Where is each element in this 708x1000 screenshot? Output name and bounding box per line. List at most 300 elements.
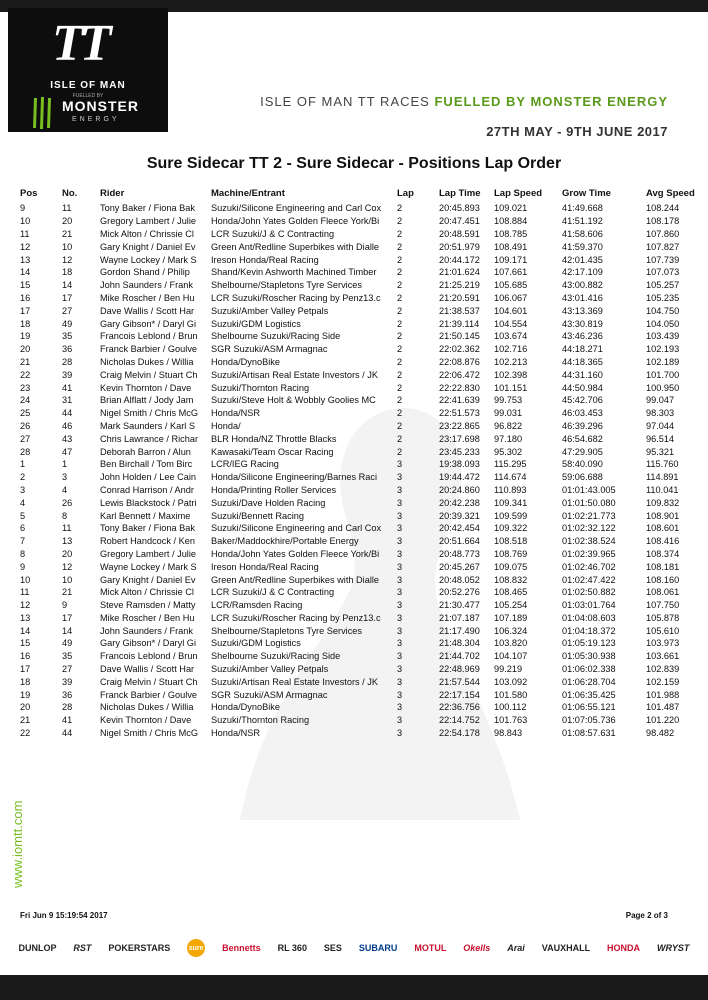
cell-machine: Honda/Printing Roller Services — [211, 484, 337, 495]
side-url-text: www.iomtt.com — [10, 800, 25, 888]
table-row — [20, 573, 706, 586]
sponsor-vauxhall: VAUXHALL — [541, 943, 591, 953]
table-row — [20, 266, 706, 279]
cell-pos: 10 — [20, 216, 31, 227]
cell-pos: 26 — [20, 420, 31, 431]
cell-no: 20 — [62, 216, 73, 227]
cell-lap: 2 — [397, 433, 403, 444]
cell-lap-time: 23:45.233 — [439, 446, 480, 457]
cell-lap-time: 20:42.238 — [439, 497, 480, 508]
cell-lap: 2 — [397, 331, 403, 342]
cell-lap-time: 22:48.969 — [439, 664, 480, 675]
cell-grow-time: 01:06:35.425 — [562, 689, 616, 700]
cell-machine: Shelbourne Suzuki/Racing Side — [211, 651, 341, 662]
cell-pos: 13 — [20, 254, 31, 265]
sponsor-rst: RST — [73, 943, 92, 953]
cell-machine: LCR Suzuki/J & C Contracting — [211, 587, 335, 598]
cell-lap-time: 20:51.979 — [439, 241, 480, 252]
cell-pos: 22 — [20, 728, 31, 739]
cell-lap-time: 22:08.876 — [439, 356, 480, 367]
cell-no: 17 — [62, 292, 73, 303]
cell-rider: Tony Baker / Fiona Bak — [100, 203, 195, 214]
col-header-rider: Rider — [100, 188, 125, 199]
cell-grow-time: 47:29.905 — [562, 446, 603, 457]
results-table — [20, 188, 706, 739]
cell-lap-speed: 96.822 — [494, 420, 523, 431]
cell-rider: Chris Lawrance / Richar — [100, 433, 199, 444]
cell-avg-speed: 115.760 — [646, 459, 679, 470]
cell-grow-time: 01:06:28.704 — [562, 676, 616, 687]
cell-lap: 3 — [397, 472, 403, 483]
table-row — [20, 560, 706, 573]
cell-pos: 28 — [20, 446, 31, 457]
cell-avg-speed: 103.439 — [646, 331, 680, 342]
cell-pos: 7 — [20, 536, 26, 547]
event-dates: 27TH MAY - 9TH JUNE 2017 — [486, 124, 668, 139]
cell-lap: 2 — [397, 395, 403, 406]
cell-grow-time: 01:04:18.372 — [562, 625, 616, 636]
cell-no: 13 — [62, 536, 73, 547]
cell-lap: 2 — [397, 254, 403, 265]
cell-lap-speed: 99.219 — [494, 664, 523, 675]
cell-machine: Suzuki/Artisan Real Estate Investors / JK — [211, 369, 378, 380]
cell-lap: 3 — [397, 587, 403, 598]
cell-machine: Baker/Maddockhire/Portable Energy — [211, 536, 359, 547]
cell-avg-speed: 109.832 — [646, 497, 680, 508]
cell-lap: 3 — [397, 638, 403, 649]
cell-lap: 2 — [397, 267, 403, 278]
col-header-lap: Lap — [397, 188, 414, 199]
cell-lap-speed: 100.112 — [494, 702, 527, 713]
footer-timestamp: Fri Jun 9 15:19:54 2017 — [20, 911, 108, 920]
table-row — [20, 253, 706, 266]
cell-no: 41 — [62, 382, 73, 393]
cell-no: 41 — [62, 715, 73, 726]
cell-avg-speed: 102.839 — [646, 664, 680, 675]
table-row — [20, 458, 706, 471]
cell-grow-time: 44:18.271 — [562, 344, 603, 355]
cell-lap-time: 22:02.362 — [439, 344, 480, 355]
cell-pos: 18 — [20, 318, 31, 329]
page-title: Sure Sidecar TT 2 - Sure Sidecar - Positions Lap Order — [146, 155, 562, 172]
cell-no: 44 — [62, 408, 73, 419]
cell-pos: 1 — [20, 459, 26, 470]
cell-machine: Honda/John Yates Golden Fleece York/Bi — [211, 216, 380, 227]
table-row — [20, 496, 706, 509]
cell-pos: 11 — [20, 228, 30, 239]
cell-lap-speed: 109.075 — [494, 561, 528, 572]
cell-pos: 23 — [20, 382, 31, 393]
cell-lap-speed: 101.151 — [494, 382, 528, 393]
cell-grow-time: 01:02:39.965 — [562, 548, 616, 559]
cell-lap: 3 — [397, 497, 403, 508]
cell-machine: Honda/John Yates Golden Fleece York/Bi — [211, 548, 380, 559]
cell-no: 9 — [62, 600, 68, 611]
cell-no: 18 — [62, 267, 73, 278]
cell-lap-time: 19:44.472 — [439, 472, 480, 483]
sponsor-dunlop: DUNLOP — [18, 943, 57, 953]
cell-grow-time: 01:02:38.524 — [562, 536, 616, 547]
cell-lap-time: 21:20.591 — [439, 292, 480, 303]
table-row — [20, 381, 706, 394]
cell-avg-speed: 100.950 — [646, 382, 680, 393]
cell-lap: 2 — [397, 292, 403, 303]
cell-lap-speed: 97.180 — [494, 433, 523, 444]
cell-lap-speed: 98.843 — [494, 728, 523, 739]
cell-no: 27 — [62, 664, 73, 675]
cell-pos: 22 — [20, 369, 31, 380]
cell-avg-speed: 103.973 — [646, 638, 680, 649]
cell-lap-time: 22:22.830 — [439, 382, 480, 393]
cell-avg-speed: 108.181 — [646, 561, 680, 572]
cell-no: 26 — [62, 497, 73, 508]
cell-rider: Kevin Thornton / Dave — [100, 382, 192, 393]
cell-lap-time: 20:39.321 — [439, 510, 480, 521]
table-row — [20, 368, 706, 381]
cell-avg-speed: 99.047 — [646, 395, 675, 406]
tagline — [260, 94, 668, 109]
sponsor-pokerstars: POKERSTARS — [108, 943, 171, 953]
cell-lap-speed: 99.753 — [494, 395, 523, 406]
cell-machine: BLR Honda/NZ Throttle Blacks — [211, 433, 337, 444]
cell-no: 12 — [62, 561, 73, 572]
cell-machine: Shand/Kevin Ashworth Machined Timber — [211, 267, 377, 278]
col-header-lap-speed: Lap Speed — [494, 188, 543, 199]
cell-rider: Wayne Lockey / Mark S — [100, 254, 197, 265]
cell-pos: 20 — [20, 344, 31, 355]
cell-lap: 2 — [397, 280, 403, 291]
cell-lap: 2 — [397, 344, 403, 355]
cell-lap: 2 — [397, 446, 403, 457]
cell-rider: Lewis Blackstock / Patri — [100, 497, 197, 508]
cell-pos: 9 — [20, 203, 26, 214]
cell-pos: 16 — [20, 292, 31, 303]
cell-lap-speed: 106.324 — [494, 625, 528, 636]
cell-lap: 2 — [397, 369, 403, 380]
table-row — [20, 663, 706, 676]
cell-lap-speed: 95.302 — [494, 446, 523, 457]
cell-no: 36 — [62, 689, 73, 700]
cell-rider: Gordon Shand / Philip — [100, 267, 190, 278]
cell-lap: 2 — [397, 241, 403, 252]
cell-machine: Suzuki/Amber Valley Petpals — [211, 664, 329, 675]
cell-no: 47 — [62, 446, 73, 457]
cell-lap-speed: 104.107 — [494, 651, 528, 662]
cell-avg-speed: 104.750 — [646, 305, 680, 316]
cell-avg-speed: 105.257 — [646, 280, 680, 291]
table-row — [20, 484, 706, 497]
cell-machine: Suzuki/Silicone Engineering and Carl Cox — [211, 203, 382, 214]
cell-lap: 3 — [397, 510, 403, 521]
cell-grow-time: 43:00.882 — [562, 280, 603, 291]
cell-lap-time: 23:22.865 — [439, 420, 480, 431]
cell-lap-speed: 102.716 — [494, 344, 528, 355]
col-header-machine: Machine/Entrant — [211, 188, 285, 199]
footer-page-number: Page 2 of 3 — [625, 911, 668, 920]
cell-lap-time: 20:48.052 — [439, 574, 480, 585]
cell-no: 11 — [62, 523, 72, 534]
sponsor-strip — [0, 930, 708, 966]
cell-lap: 3 — [397, 651, 403, 662]
cell-no: 49 — [62, 318, 73, 329]
cell-pos: 19 — [20, 689, 31, 700]
table-row — [20, 330, 706, 343]
cell-lap-time: 20:42.454 — [439, 523, 480, 534]
sponsor-wryst: WRYST — [657, 943, 690, 953]
tt-logo — [8, 8, 168, 132]
cell-rider: Gary Knight / Daniel Ev — [100, 574, 196, 585]
cell-avg-speed: 105.878 — [646, 612, 680, 623]
cell-lap-speed: 109.599 — [494, 510, 528, 521]
cell-machine: Honda/DynoBike — [211, 356, 280, 367]
cell-no: 35 — [62, 331, 73, 342]
cell-machine: SGR Suzuki/ASM Armagnac — [211, 689, 328, 700]
table-row — [20, 637, 706, 650]
cell-avg-speed: 102.159 — [646, 676, 680, 687]
cell-machine: Honda/NSR — [211, 728, 261, 739]
cell-no: 4 — [62, 484, 68, 495]
logo-energy: ENERGY — [72, 116, 120, 123]
cell-lap-speed: 99.031 — [494, 408, 523, 419]
cell-rider: Craig Melvin / Stuart Ch — [100, 676, 198, 687]
cell-rider: Gary Knight / Daniel Ev — [100, 241, 196, 252]
cell-rider: Steve Ramsden / Matty — [100, 600, 196, 611]
tagline-accent: FUELLED BY MONSTER ENERGY — [434, 94, 668, 109]
cell-machine: Suzuki/Amber Valley Petpals — [211, 305, 329, 316]
table-row — [20, 343, 706, 356]
cell-rider: John Saunders / Frank — [100, 280, 193, 291]
table-row — [20, 407, 706, 420]
cell-lap-speed: 109.322 — [494, 523, 528, 534]
cell-lap: 2 — [397, 356, 403, 367]
cell-rider: Tony Baker / Fiona Bak — [100, 523, 195, 534]
bottom-bar — [0, 975, 708, 1000]
cell-no: 17 — [62, 612, 73, 623]
cell-pos: 27 — [20, 433, 31, 444]
monster-claw-icon — [30, 96, 56, 130]
cell-no: 43 — [62, 433, 73, 444]
cell-lap-speed: 108.465 — [494, 587, 528, 598]
cell-machine: Kawasaki/Team Oscar Racing — [211, 446, 334, 457]
cell-avg-speed: 114.891 — [646, 472, 679, 483]
cell-rider: Karl Bennett / Maxime — [100, 510, 191, 521]
side-url — [2, 770, 32, 890]
cell-lap-time: 21:25.219 — [439, 280, 480, 291]
col-header-pos: Pos — [20, 188, 38, 199]
cell-rider: Franck Barbier / Goulve — [100, 344, 198, 355]
cell-no: 20 — [62, 548, 73, 559]
table-row — [20, 535, 706, 548]
cell-grow-time: 01:01:43.005 — [562, 484, 616, 495]
table-row — [20, 727, 706, 740]
cell-avg-speed: 108.601 — [646, 523, 680, 534]
cell-lap-speed: 109.171 — [494, 254, 528, 265]
cell-lap-speed: 115.295 — [494, 459, 527, 470]
cell-rider: Francois Leblond / Brun — [100, 651, 198, 662]
cell-rider: John Saunders / Frank — [100, 625, 193, 636]
table-row — [20, 714, 706, 727]
cell-grow-time: 44:18.365 — [562, 356, 603, 367]
cell-no: 21 — [62, 587, 73, 598]
table-row — [20, 522, 706, 535]
cell-grow-time: 46:03.453 — [562, 408, 603, 419]
cell-no: 49 — [62, 638, 73, 649]
cell-avg-speed: 95.321 — [646, 446, 675, 457]
table-row — [20, 471, 706, 484]
cell-pos: 21 — [20, 356, 31, 367]
cell-lap: 3 — [397, 561, 403, 572]
cell-avg-speed: 103.661 — [646, 651, 680, 662]
cell-lap-time: 19:38.093 — [439, 459, 480, 470]
cell-rider: Nicholas Dukes / Willia — [100, 702, 194, 713]
cell-pos: 9 — [20, 561, 26, 572]
table-row — [20, 279, 706, 292]
cell-avg-speed: 97.044 — [646, 420, 675, 431]
cell-no: 44 — [62, 728, 73, 739]
cell-no: 39 — [62, 369, 73, 380]
cell-grow-time: 01:02:32.122 — [562, 523, 616, 534]
cell-grow-time: 01:02:50.882 — [562, 587, 616, 598]
cell-avg-speed: 102.189 — [646, 356, 680, 367]
cell-no: 31 — [62, 395, 73, 406]
cell-lap: 3 — [397, 664, 403, 675]
table-row — [20, 317, 706, 330]
cell-rider: Mike Roscher / Ben Hu — [100, 292, 195, 303]
cell-grow-time: 41:59.370 — [562, 241, 603, 252]
cell-rider: John Holden / Lee Cain — [100, 472, 197, 483]
tt-logo-mark: TT — [52, 15, 108, 72]
table-row — [20, 599, 706, 612]
cell-machine: Suzuki/GDM Logistics — [211, 318, 301, 329]
cell-avg-speed: 107.750 — [646, 600, 680, 611]
cell-pos: 16 — [20, 651, 31, 662]
cell-lap-time: 23:17.698 — [439, 433, 480, 444]
cell-lap-time: 21:48.304 — [439, 638, 480, 649]
cell-lap-speed: 104.601 — [494, 305, 528, 316]
cell-lap-speed: 102.213 — [494, 356, 528, 367]
cell-grow-time: 01:02:21.773 — [562, 510, 616, 521]
cell-rider: Gary Gibson* / Daryl Gi — [100, 638, 196, 649]
cell-lap-time: 21:17.490 — [439, 625, 480, 636]
cell-no: 36 — [62, 344, 73, 355]
table-row — [20, 586, 706, 599]
cell-machine: Suzuki/Steve Holt & Wobbly Goolies MC — [211, 395, 376, 406]
cell-pos: 20 — [20, 702, 31, 713]
cell-pos: 15 — [20, 280, 31, 291]
cell-rider: Francois Leblond / Brun — [100, 331, 198, 342]
cell-machine: Honda/DynoBike — [211, 702, 280, 713]
cell-machine: Suzuki/Artisan Real Estate Investors / JK — [211, 676, 378, 687]
cell-no: 28 — [62, 356, 73, 367]
sponsor-rl360: RL 360 — [277, 943, 307, 953]
cell-lap-speed: 108.769 — [494, 548, 528, 559]
cell-grow-time: 44:50.984 — [562, 382, 603, 393]
cell-lap: 3 — [397, 689, 403, 700]
cell-lap-time: 21:30.477 — [439, 600, 480, 611]
cell-machine: LCR/Ramsden Racing — [211, 600, 303, 611]
table-row — [20, 240, 706, 253]
cell-lap-speed: 107.189 — [494, 612, 528, 623]
cell-lap: 2 — [397, 203, 403, 214]
cell-no: 14 — [62, 625, 73, 636]
cell-lap: 3 — [397, 523, 403, 534]
cell-grow-time: 45:42.706 — [562, 395, 603, 406]
cell-lap-time: 20:48.591 — [439, 228, 480, 239]
cell-machine: Green Ant/Redline Superbikes with Dialle — [211, 241, 380, 252]
table-row — [20, 445, 706, 458]
cell-pos: 18 — [20, 676, 31, 687]
cell-grow-time: 01:08:57.631 — [562, 728, 616, 739]
cell-grow-time: 46:39.296 — [562, 420, 603, 431]
cell-lap: 3 — [397, 676, 403, 687]
cell-avg-speed: 107.827 — [646, 241, 680, 252]
table-row — [20, 202, 706, 215]
cell-grow-time: 43:01.416 — [562, 292, 603, 303]
cell-avg-speed: 108.178 — [646, 216, 680, 227]
cell-pos: 12 — [20, 241, 31, 252]
cell-lap: 2 — [397, 305, 403, 316]
table-header-row — [20, 188, 706, 202]
cell-pos: 25 — [20, 408, 31, 419]
sponsor-motul: MOTUL — [414, 943, 447, 953]
cell-rider: Craig Melvin / Stuart Ch — [100, 369, 198, 380]
col-header-no: No. — [62, 188, 78, 199]
cell-lap-speed: 108.491 — [494, 241, 528, 252]
cell-rider: Dave Wallis / Scott Har — [100, 305, 195, 316]
cell-no: 28 — [62, 702, 73, 713]
cell-no: 1 — [62, 459, 68, 470]
cell-lap: 2 — [397, 216, 403, 227]
cell-rider: Mark Saunders / Karl S — [100, 420, 195, 431]
cell-avg-speed: 107.860 — [646, 228, 680, 239]
sponsor-arai: Arai — [507, 943, 525, 953]
cell-grow-time: 01:02:47.422 — [562, 574, 616, 585]
cell-lap-time: 22:17.154 — [439, 689, 480, 700]
cell-no: 46 — [62, 420, 73, 431]
cell-grow-time: 01:07:05.736 — [562, 715, 616, 726]
cell-no: 12 — [62, 254, 73, 265]
cell-grow-time: 46:54.682 — [562, 433, 603, 444]
cell-machine: Green Ant/Redline Superbikes with Dialle — [211, 574, 380, 585]
cell-machine: SGR Suzuki/ASM Armagnac — [211, 344, 328, 355]
logo-fuelled-by: FUELLED BY — [72, 93, 104, 99]
cell-lap: 3 — [397, 702, 403, 713]
cell-lap-time: 22:41.639 — [439, 395, 480, 406]
table-row — [20, 215, 706, 228]
cell-grow-time: 01:06:02.338 — [562, 664, 616, 675]
cell-avg-speed: 108.374 — [646, 548, 680, 559]
cell-lap-time: 21:38.537 — [439, 305, 480, 316]
cell-rider: Wayne Lockey / Mark S — [100, 561, 197, 572]
cell-lap-time: 20:24.860 — [439, 484, 480, 495]
cell-grow-time: 01:05:30.938 — [562, 651, 616, 662]
cell-grow-time: 59:06.688 — [562, 472, 603, 483]
cell-grow-time: 42:01.435 — [562, 254, 603, 265]
table-row — [20, 624, 706, 637]
cell-grow-time: 01:02:46.702 — [562, 561, 616, 572]
table-row — [20, 701, 706, 714]
cell-grow-time: 58:40.090 — [562, 459, 603, 470]
cell-grow-time: 41:58.606 — [562, 228, 603, 239]
cell-rider: Gary Gibson* / Daryl Gi — [100, 318, 196, 329]
cell-lap-speed: 108.832 — [494, 574, 528, 585]
cell-avg-speed: 107.739 — [646, 254, 680, 265]
cell-avg-speed: 108.244 — [646, 203, 680, 214]
cell-pos: 4 — [20, 497, 26, 508]
cell-no: 21 — [62, 228, 73, 239]
cell-lap-speed: 106.067 — [494, 292, 528, 303]
cell-lap-speed: 101.580 — [494, 689, 528, 700]
